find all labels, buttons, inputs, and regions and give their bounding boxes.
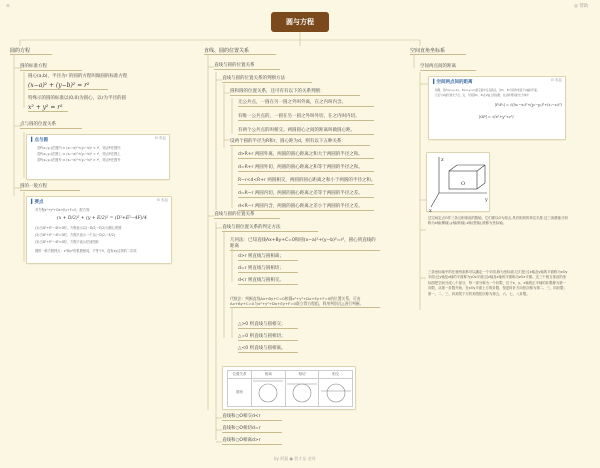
card-space-distance[interactable] [428,76,566,140]
node-alg-item[interactable]: d=R+r 两圆外切，两圆的圆心距离之和等于两圆的半径之和。 [238,165,374,172]
card-line: 若P(x₀,y₀)在圆内 ⇔ (x₀−a)²+(y₀−b)² < r²，则点P在圆内 [37,146,121,150]
node-alg-title[interactable]: 设两个圆的半径为R和r，圆心距为d，则有以下五种关系： [230,139,370,146]
card-line: 对方程x²+y²+Dx+Ey+F=0，配方得： [35,208,93,212]
separate-figure [252,379,286,407]
node-geo-title[interactable]: 圆和圆的位置关系，还可有有以下的关系判断： [230,89,360,96]
axis-y-label: y [485,197,488,203]
coordinate-figure [426,152,490,212]
card-general-equation[interactable] [26,196,172,264]
pin-icon: ▍ [31,200,35,205]
branch-circle-equation[interactable]: 圆的方程 [10,47,52,55]
card-title: ▍点与圆 [31,138,48,143]
footer-credit: by 阿猫 ● 我才是 老师 [274,456,316,461]
card-line: (2)当D²+E²−4F=0时，方程只表示一个点(−D/2,−E/2) [35,233,116,237]
node-line-circle-relation[interactable]: 直线与圆的位置关系 [214,63,280,70]
origin-label: O [461,181,466,187]
coordinate-axes-figure [427,153,491,213]
root-node[interactable]: 圆与方程 [271,12,329,32]
node-standard-equation[interactable]: 圆的标准方程 [20,64,82,71]
card-line: (1)当D²+E²−4F>0时，方程表示以(−D/2,−E/2)为圆心的圆 [35,226,122,230]
node-geometric-method[interactable]: 几何法：已知直线Ax+By+C=0和圆(x−a)²+(y−b)²=r²，圆心到直线的距离 [230,238,380,251]
collapse-icon[interactable]: ⊟ 收起 [156,198,168,202]
node-general-equation[interactable]: 圆的一般方程 [20,184,80,191]
collapse-icon[interactable]: ⊟ 收起 [154,136,166,140]
help-icon: ◎ [574,4,578,9]
pin-icon: ▍ [433,80,437,85]
table-header: 相离 [252,371,286,379]
node-extra[interactable]: 直线和○O相交d<r [222,414,282,421]
node-m2-item[interactable]: △<0 则直线与圆相离。 [238,346,298,353]
card-point-circle[interactable] [26,134,170,180]
node-standard-desc[interactable]: 圆心(a,b)，半径为r 的圆的方程叫做圆的标准方程 [28,74,128,79]
node-m1-item[interactable]: d<r 则直线与圆相交。 [238,278,298,285]
node-judge-method[interactable]: 直线与圆的位置关系的判断方法 [222,76,312,83]
node-alg-item[interactable]: R−r<d<R+r 两圆相交，两圆的圆心距离之和小于两圆的半径之和。 [238,178,376,183]
node-m1-item[interactable]: d>r 则直线与圆相离； [238,254,298,261]
tangent-figure [285,379,319,407]
card-line: 若P(x₀,y₀)在圆上 ⇔ (x₀−a)²+(y₀−b)² = r²，则点P在圆上 [37,152,121,156]
card-line: 圆的一般方程特点：x²和y²的系数相同，不等于0，没有xy这样的二次项 [35,249,137,253]
node-axes-description[interactable]: 过空间定点O作三条互相垂直的数轴，它们都以O为原点,具有相同的单位长度.这三条数轴分别称为x轴(横轴),y轴(纵轴),z轴(竖轴),统称为坐标轴。 [428,216,568,226]
node-origin-formula[interactable]: x² + y² = r² [28,104,68,112]
node-geo-item[interactable]: 无公共点，一圆在另一圆之外叫外离，在之内叫内含。 [238,100,374,107]
node-alg-item[interactable]: d>R+r 两圆外离，两圆的圆心距离之和大于两圆的半径之和。 [238,152,374,159]
card-formula: (x + D/2)² + (y + E/2)² = (D²+E²−4F)/4 [57,216,147,221]
branch-line-circle-relations[interactable]: 直线、圆的位置关系 [204,47,276,55]
pin-icon: ▍ [31,138,35,143]
node-geo-item[interactable]: 有两个公共点的叫相交。两圆圆心之间的距离叫做圆心距。 [238,128,374,135]
collapse-icon[interactable]: ⊟ 收起 [550,78,562,82]
node-line-circle-judge[interactable]: 直线与圆的位置关系 [214,212,280,219]
branch-space-coordinate[interactable]: 空间直角坐标系 [410,47,466,55]
intersect-figure [319,379,353,407]
node-alg-item[interactable]: d<R−r 两圆内含，两圆的圆心距离之差小于两圆的半径之差。 [238,204,374,211]
node-point-circle[interactable]: 点与圆的位置关系 [20,122,82,129]
axis-z-label: z [441,157,444,163]
card-title: ▍要点 [31,200,44,205]
relation-table [227,370,353,407]
card-line: (3)当D²+E²−4F<0时，方程不表示任何图形 [35,240,99,244]
node-m2-item[interactable]: △>0 则直线与圆相交； [238,322,298,329]
node-geo-item[interactable]: 有唯一公共点的，一圆在另一圆之外叫外切，在之内叫内切。 [238,114,374,121]
card-line: 它们与x轴分别交于点，点，分别是P₁、P₂在x轴上的射影，在这样得到的长方体中 [435,94,529,97]
node-m2-item[interactable]: △=0 则直线与圆相切； [238,334,298,341]
table-header: 相切 [285,371,319,379]
axis-x-label: x [429,208,432,213]
node-space-distance[interactable]: 空间两点间的距离 [420,64,476,71]
node-alg-item[interactable]: d=R−r 两圆内切，两圆的圆心距离之差等于两圆的半径之差。 [238,191,374,198]
node-standard-formula[interactable]: (x−a)² + (y−b)² = r² [28,82,108,90]
card-line: 如图，设P₁(x₁,y₁,z₁)、P₂(x₂,y₂,z₂)是空间中任意两点，过P₁、P₂分别作垂直于x轴的平面， [435,89,540,92]
card-line: 若P(x₀,y₀)在圆外 ⇔ (x₀−a)²+(y₀−b)² > r²，则点P在圆外 [37,158,121,162]
origin-distance-formula: |OP| = √(x²+y²+z²) [479,115,514,119]
card-title: ▍空间两点间的距离 [433,80,473,85]
node-octant-description[interactable]: 三条坐标轴中的任意两条都可以确定一个平面,称为坐标面.它们是:过x轴及y轴的平面称为xOy平面;过y轴及z轴的平面称为yOz平面;过z轴及x轴的平面称为zOx平面。这三个相互垂直的坐标面把空间分成八个部分，每一部分称为一个卦限，位于x、y、z轴的正半轴的卦限称为第一卦限，从第一卦限开始，在xOy平面上方的卦限，按逆时针方向依次称为第二、三、四卦限；第一、二、三、四卦限下方的卦限依次称为第五、六、七、八卦限。 [428,270,568,296]
table-header: 相交 [319,371,353,379]
node-extra[interactable]: 直线和○O相离d>r [222,438,282,445]
menu-icon[interactable]: ≡ [6,4,10,9]
node-m1-item[interactable]: d=r 则直线与圆相切； [238,266,298,273]
help-button[interactable]: ◎ 帮助 [574,4,589,9]
card-relation-table[interactable] [222,366,356,410]
node-judge-sub[interactable]: 直线与圆位置关系的判定方法 [222,225,318,232]
node-standard-desc2[interactable]: 特殊示的圆的标准以(0,0)为圆心，以r为半径的圆 [28,96,127,101]
node-extra[interactable]: 直线和○O相切d=r [222,426,282,433]
table-header: 位置关系 [228,371,252,379]
node-algebraic-method[interactable]: 代数法：判断直线Ax+By+C=0和圆x²+y²+Dx+Ey+F=0的位置关系，可由Ax+By+C=0与x²+y²+Dx+Ey+F=0联立得方程组，利用判别式△进行判断。 [230,296,380,308]
table-row-label: 图形 [228,379,252,407]
distance-formula: |P₁P₂| = √((x₁−x₂)²+(y₁−y₂)²+(z₁−z₂)²) [495,103,563,107]
